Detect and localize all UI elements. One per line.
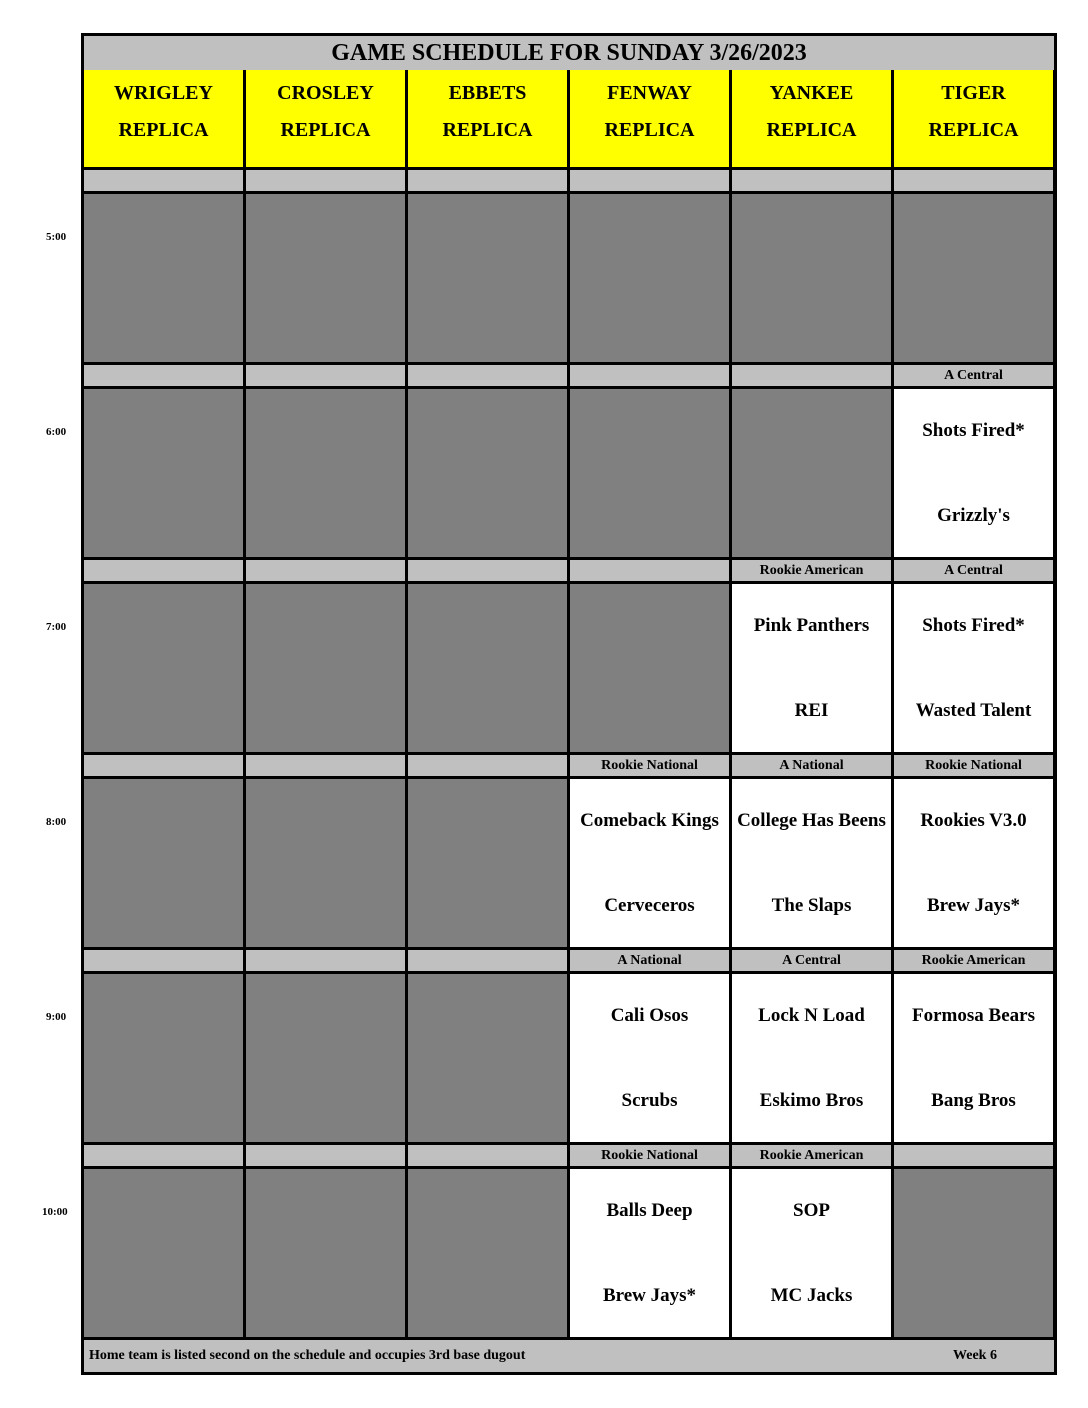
field-sub: REPLICA xyxy=(766,119,857,141)
away-team: Shots Fired* xyxy=(922,420,1025,441)
field-sub: REPLICA xyxy=(280,119,371,141)
field-header xyxy=(894,70,1053,167)
division-band xyxy=(894,1145,1053,1166)
division-band xyxy=(84,365,243,386)
time-label: 9:00 xyxy=(46,1011,67,1023)
week-label: Week 6 xyxy=(953,1348,997,1363)
empty-slot xyxy=(84,584,243,752)
field-header xyxy=(246,70,405,167)
division-band: A Central xyxy=(894,365,1053,386)
away-team: Balls Deep xyxy=(606,1200,693,1221)
empty-slot xyxy=(894,1169,1053,1337)
division-band xyxy=(84,950,243,971)
field-header xyxy=(84,70,243,167)
division-band xyxy=(84,1145,243,1166)
division-band xyxy=(408,365,567,386)
division-band xyxy=(84,170,243,191)
empty-slot xyxy=(246,974,405,1142)
away-team: Pink Panthers xyxy=(753,615,870,636)
away-team: Shots Fired* xyxy=(922,615,1025,636)
division-band: Rookie National xyxy=(570,1145,729,1166)
empty-slot xyxy=(84,779,243,947)
home-team: REI xyxy=(794,700,829,721)
division-band xyxy=(732,170,891,191)
game-slot xyxy=(894,974,1053,1142)
home-team: The Slaps xyxy=(771,895,852,916)
division-band xyxy=(246,755,405,776)
empty-slot xyxy=(570,584,729,752)
empty-slot xyxy=(408,779,567,947)
division-band xyxy=(246,170,405,191)
division-band xyxy=(408,560,567,581)
game-slot xyxy=(732,779,891,947)
game-slot xyxy=(732,974,891,1142)
home-team: Bang Bros xyxy=(931,1090,1016,1111)
home-team: Cerveceros xyxy=(604,895,695,916)
game-slot xyxy=(732,1169,891,1337)
division-band: A Central xyxy=(732,950,891,971)
home-team: MC Jacks xyxy=(770,1285,853,1306)
empty-slot xyxy=(246,584,405,752)
away-team: College Has Beens xyxy=(737,810,886,831)
empty-slot xyxy=(408,1169,567,1337)
division-band: A National xyxy=(732,755,891,776)
game-slot xyxy=(894,389,1053,557)
home-team: Brew Jays* xyxy=(926,895,1021,916)
field-name: CROSLEY xyxy=(277,82,374,104)
empty-slot xyxy=(408,584,567,752)
time-label: 7:00 xyxy=(46,621,67,633)
home-team: Eskimo Bros xyxy=(759,1090,864,1111)
division-band xyxy=(246,950,405,971)
game-slot xyxy=(894,779,1053,947)
empty-slot xyxy=(570,194,729,362)
empty-slot xyxy=(84,974,243,1142)
game-slot xyxy=(732,584,891,752)
empty-slot xyxy=(84,389,243,557)
game-slot xyxy=(570,974,729,1142)
home-team: Brew Jays* xyxy=(602,1285,697,1306)
away-team: Cali Osos xyxy=(610,1005,689,1026)
schedule-table xyxy=(81,33,1057,1375)
away-team: Lock N Load xyxy=(758,1005,865,1026)
division-band xyxy=(408,170,567,191)
field-name: YANKEE xyxy=(769,82,854,104)
division-band: A Central xyxy=(894,560,1053,581)
division-band xyxy=(408,755,567,776)
empty-slot xyxy=(894,194,1053,362)
footer-bar xyxy=(84,1340,1054,1372)
division-band xyxy=(570,560,729,581)
division-band xyxy=(408,950,567,971)
field-sub: REPLICA xyxy=(928,119,1019,141)
away-team: Comeback Kings xyxy=(580,810,719,831)
division-band xyxy=(894,170,1053,191)
empty-slot xyxy=(408,194,567,362)
away-team: SOP xyxy=(793,1200,830,1221)
time-label: 5:00 xyxy=(46,231,67,243)
division-band xyxy=(84,560,243,581)
home-team: Wasted Talent xyxy=(915,700,1032,721)
division-band xyxy=(570,365,729,386)
empty-slot xyxy=(408,974,567,1142)
division-band: Rookie National xyxy=(570,755,729,776)
home-team: Scrubs xyxy=(621,1090,678,1111)
game-slot xyxy=(894,584,1053,752)
division-band: Rookie American xyxy=(732,560,891,581)
field-header xyxy=(408,70,567,167)
page-title: GAME SCHEDULE FOR SUNDAY 3/26/2023 xyxy=(84,36,1054,70)
division-band: A National xyxy=(570,950,729,971)
empty-slot xyxy=(84,1169,243,1337)
division-band xyxy=(246,1145,405,1166)
empty-slot xyxy=(246,779,405,947)
division-band xyxy=(246,560,405,581)
empty-slot xyxy=(408,389,567,557)
time-label: 8:00 xyxy=(46,816,67,828)
field-header xyxy=(570,70,729,167)
empty-slot xyxy=(246,1169,405,1337)
empty-slot xyxy=(732,194,891,362)
field-name: WRIGLEY xyxy=(114,82,213,104)
home-team: Grizzly's xyxy=(937,505,1010,526)
division-band xyxy=(84,755,243,776)
division-band xyxy=(408,1145,567,1166)
empty-slot xyxy=(732,389,891,557)
time-label: 6:00 xyxy=(46,426,67,438)
field-name: FENWAY xyxy=(607,82,692,104)
field-sub: REPLICA xyxy=(442,119,533,141)
away-team: Formosa Bears xyxy=(912,1005,1035,1026)
division-band xyxy=(570,170,729,191)
empty-slot xyxy=(570,389,729,557)
field-sub: REPLICA xyxy=(118,119,209,141)
field-name: TIGER xyxy=(941,82,1006,104)
footer-note: Home team is listed second on the schedule and occupies 3rd base dugout xyxy=(89,1348,526,1363)
division-band xyxy=(732,365,891,386)
division-band: Rookie American xyxy=(732,1145,891,1166)
game-slot xyxy=(570,1169,729,1337)
empty-slot xyxy=(246,389,405,557)
division-band xyxy=(246,365,405,386)
time-label: 10:00 xyxy=(42,1206,68,1218)
empty-slot xyxy=(246,194,405,362)
field-sub: REPLICA xyxy=(604,119,695,141)
division-band: Rookie National xyxy=(894,755,1053,776)
game-slot xyxy=(570,779,729,947)
field-name: EBBETS xyxy=(448,82,527,104)
away-team: Rookies V3.0 xyxy=(920,810,1027,831)
field-header xyxy=(732,70,891,167)
division-band: Rookie American xyxy=(894,950,1053,971)
empty-slot xyxy=(84,194,243,362)
